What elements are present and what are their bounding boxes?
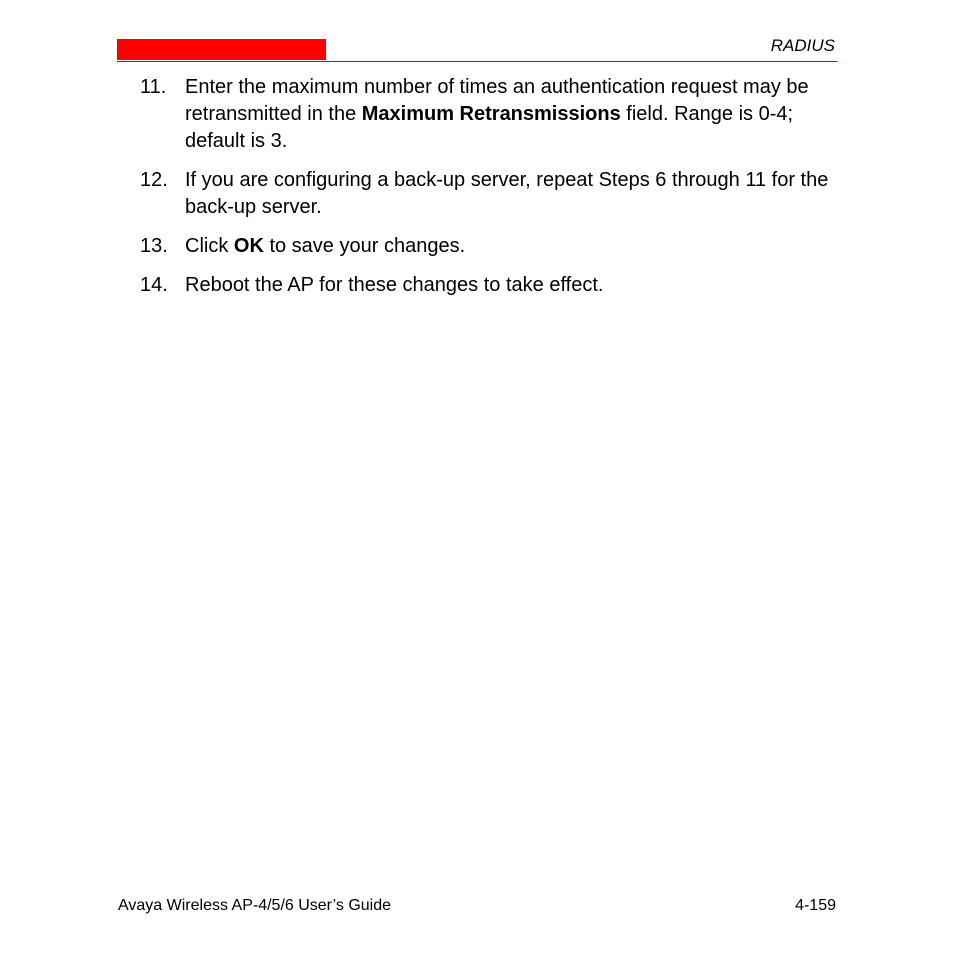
step-text-part: Click [185,235,234,257]
step-text [185,235,465,257]
step-12 [140,167,840,221]
step-text [185,274,603,296]
step-number: 12. [140,169,168,191]
step-list [140,74,840,311]
step-text-part: field. Range is 0-4; default is 3. [185,103,794,152]
field-name-maximum-retransmissions: Maximum Retransmissions [361,103,621,125]
footer-guide-title: Avaya Wireless AP-4/5/6 User’s Guide [118,897,392,914]
step-text-part: to save your changes. [263,235,466,257]
step-number: 13. [140,235,168,257]
step-text-part: If you are configuring a back-up server, repeat Steps 6 through 11 for the back-up server. [185,169,829,218]
header-accent-bar [117,39,326,60]
step-number: 14. [140,274,168,296]
step-number: 11. [140,76,167,98]
footer-page-number: 4-159 [795,897,836,914]
step-text-part: Enter the maximum number of times an authentication request may be retransmitted in the [185,76,809,125]
step-text [185,76,809,152]
step-11 [140,74,840,155]
step-text-part: Reboot the AP for these changes to take effect. [185,274,604,296]
step-text [185,169,828,218]
step-13 [140,233,840,260]
section-title: RADIUS [770,36,835,55]
button-name-ok: OK [233,235,264,257]
step-14 [140,272,840,299]
header-rule [117,61,837,62]
